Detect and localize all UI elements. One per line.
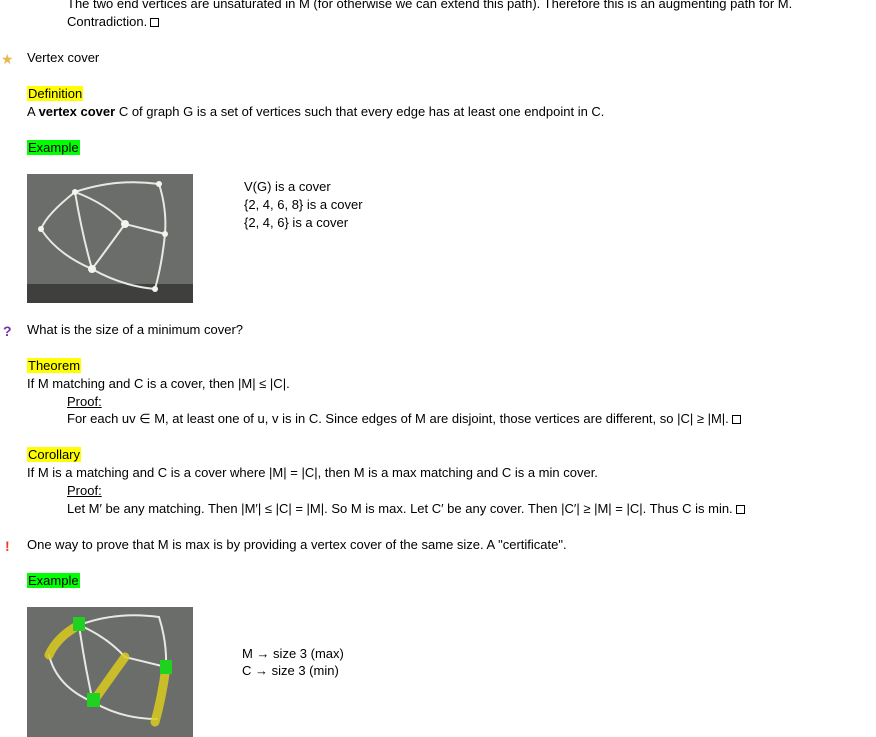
corollary-proof-label: Proof: [67,483,102,498]
corollary-tag: Corollary [28,447,81,462]
qed-symbol [736,505,745,514]
section-heading: Vertex cover [27,50,100,65]
example-line-3: {2, 4, 6} is a cover [244,215,349,230]
star-icon: ★ [1,51,14,67]
qed-symbol [150,18,159,27]
theorem-proof-label: Proof: [67,394,102,409]
graph-drawing-highlighted [27,607,193,737]
theorem-statement: If M matching and C is a cover, then |M| ≤ |C|. [27,376,290,391]
corollary-statement: If M is a matching and C is a cover where |M| = |C|, then M is a max matching and C is a min cover. [27,465,598,480]
example-line-2: {2, 4, 6, 8} is a cover [244,197,363,212]
question-text: What is the size of a minimum cover? [27,322,244,337]
definition-text: A vertex cover C of graph G is a set of vertices such that every edge has at least one endpoint in C. [27,104,605,119]
theorem-tag: Theorem [28,358,81,373]
graph-photo-highlighted [27,607,193,737]
example2-tag: Example [28,573,79,588]
example2-line-1: M → size 3 (max) [242,646,344,661]
graph-photo [27,174,193,303]
corollary-proof: Let M′ be any matching. Then |M′| ≤ |C| = |M|. So M is max. Let C′ be any cover. Then |C′| ≥ |M| = |C|. Thus C is min. [67,500,745,518]
example2-line-2: C → size 3 (min) [242,663,339,678]
example-tag: Example [28,140,79,155]
example-line-1: V(G) is a cover [244,179,331,194]
note-text: One way to prove that M is max is by providing a vertex cover of the same size. A "certificate". [27,537,567,552]
graph-drawing [27,174,193,303]
qed-symbol [732,415,741,424]
exclamation-icon: ! [5,538,10,554]
definition-tag: Definition [28,86,83,101]
top-line-1: The two end vertices are unsaturated in M (for otherwise we can extend this path). Therefore this is an augmenting path for M. [67,0,793,11]
theorem-proof: For each uv ∈ M, at least one of u, v is in C. Since edges of M are disjoint, those vertices are different, so |C| ≥ |M|. [67,410,741,428]
top-line-2: Contradiction. [67,13,159,31]
question-icon: ? [3,323,12,339]
